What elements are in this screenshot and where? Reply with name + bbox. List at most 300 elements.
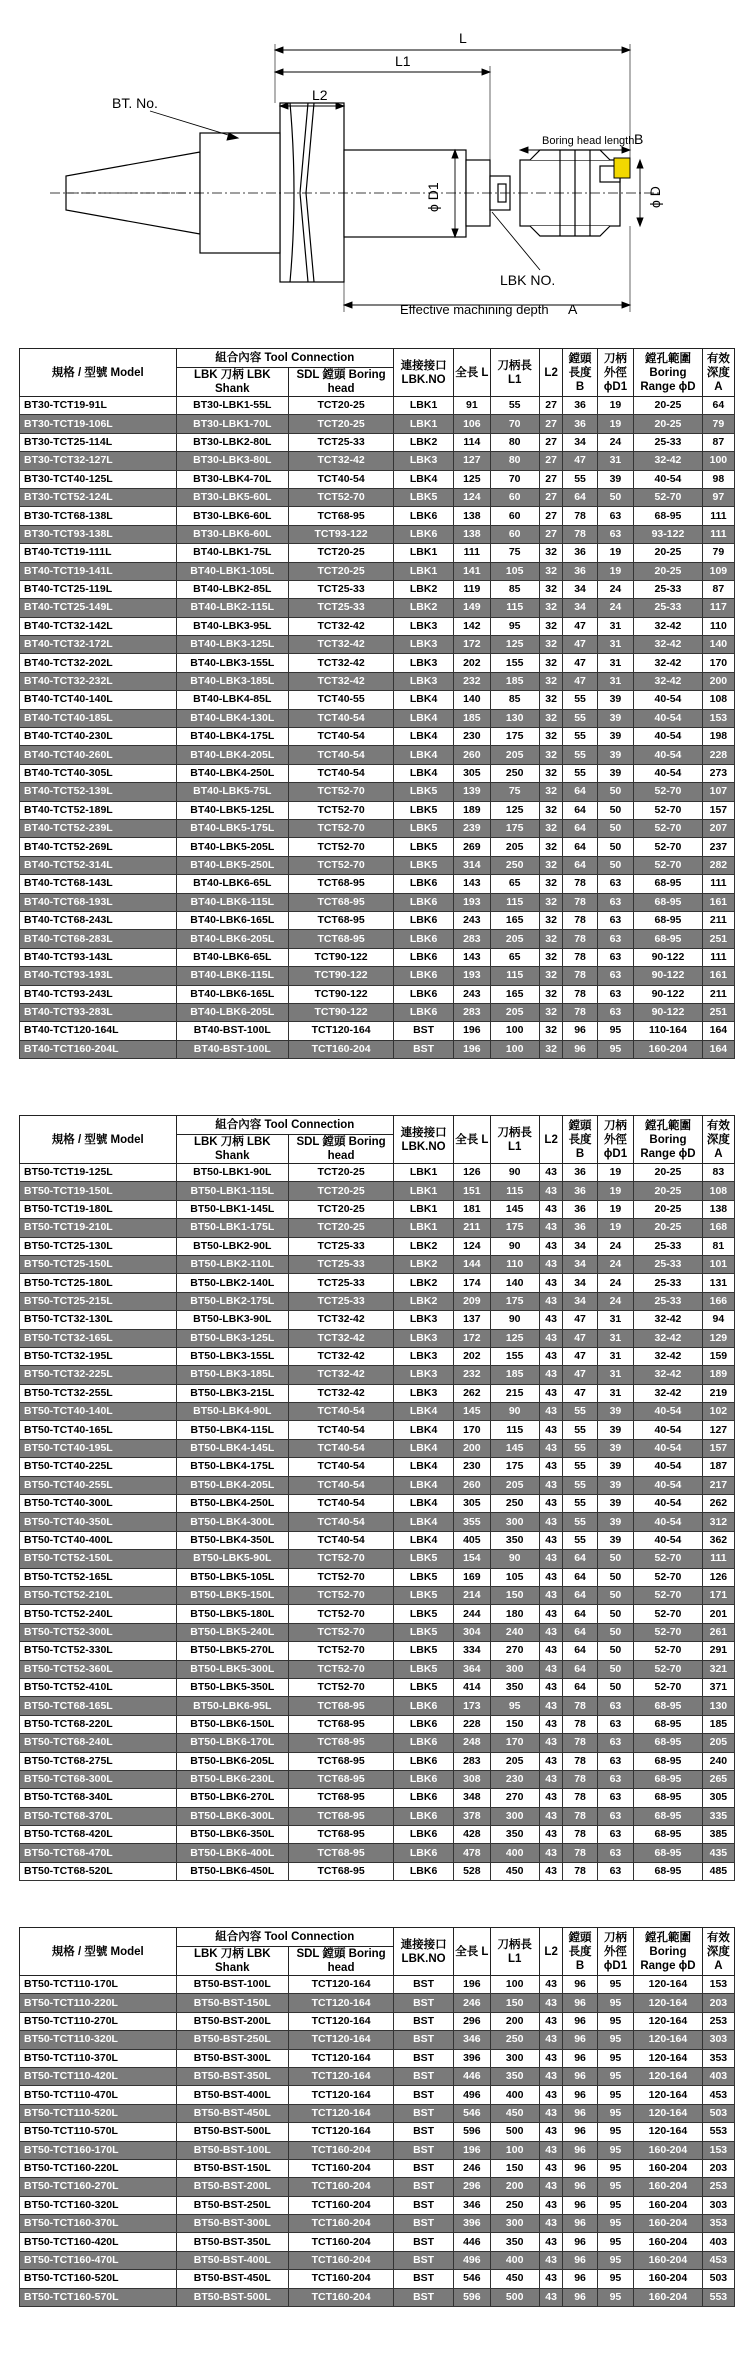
cell-model: BT30-TCT25-114L — [20, 433, 177, 451]
table-row — [20, 1752, 735, 1770]
cell-total-length: 596 — [454, 2123, 490, 2141]
cell-shank-length: 300 — [490, 1660, 539, 1678]
cell-connection: LBK6 — [394, 893, 454, 911]
cell-shank-length: 400 — [490, 2251, 539, 2269]
cell-shank-diameter: 95 — [597, 2288, 633, 2306]
cell-total-length: 596 — [454, 2288, 490, 2306]
cell-sdl-boring-head: TCT20-25 — [289, 1219, 394, 1237]
cell-lbk-shank: BT50-BST-150L — [176, 2159, 289, 2177]
cell-sdl-boring-head: TCT68-95 — [289, 1715, 394, 1733]
cell-sdl-boring-head: TCT120-164 — [289, 1976, 394, 1994]
tool-holder-diagram — [0, 0, 750, 345]
table-row — [20, 415, 735, 433]
cell-lbk-shank: BT40-LBK5-175L — [176, 819, 289, 837]
cell-connection: LBK6 — [394, 967, 454, 985]
cell-boring-range: 120-164 — [634, 2012, 703, 2030]
cell-sdl-boring-head: TCT32-42 — [289, 636, 394, 654]
cell-lbk-shank: BT50-LBK5-270L — [176, 1642, 289, 1660]
cell-total-length: 185 — [454, 709, 490, 727]
cell-lbk-shank: BT40-LBK2-85L — [176, 580, 289, 598]
cell-shank-diameter: 24 — [597, 1274, 633, 1292]
header-tool-connection: 組合內容 Tool Connection — [176, 349, 394, 368]
cell-lbk-shank: BT40-LBK4-85L — [176, 691, 289, 709]
cell-shank-length: 70 — [490, 415, 539, 433]
cell-l2: 32 — [539, 819, 563, 837]
header-l2: L2 — [539, 349, 563, 397]
cell-head-length: 34 — [563, 1274, 597, 1292]
cell-model: BT50-TCT68-240L — [20, 1734, 177, 1752]
cell-head-length: 78 — [563, 1003, 597, 1021]
cell-connection: LBK3 — [394, 1384, 454, 1402]
cell-model: BT50-TCT40-165L — [20, 1421, 177, 1439]
cell-effective-depth: 553 — [702, 2288, 734, 2306]
cell-total-length: 189 — [454, 801, 490, 819]
cell-head-length: 96 — [563, 1022, 597, 1040]
cell-connection: LBK4 — [394, 1495, 454, 1513]
cell-lbk-shank: BT50-LBK5-240L — [176, 1623, 289, 1641]
header-l2: L2 — [539, 1116, 563, 1164]
cell-boring-range: 90-122 — [634, 1003, 703, 1021]
cell-model: BT50-TCT68-370L — [20, 1807, 177, 1825]
cell-effective-depth: 303 — [702, 2031, 734, 2049]
cell-l2: 32 — [539, 948, 563, 966]
cell-total-length: 200 — [454, 1439, 490, 1457]
cell-effective-depth: 87 — [702, 580, 734, 598]
cell-total-length: 283 — [454, 930, 490, 948]
cell-effective-depth: 251 — [702, 930, 734, 948]
cell-boring-range: 52-70 — [634, 856, 703, 874]
cell-lbk-shank: BT50-BST-100L — [176, 1976, 289, 1994]
cell-l2: 32 — [539, 599, 563, 617]
cell-model: BT50-TCT19-150L — [20, 1182, 177, 1200]
cell-connection: LBK3 — [394, 654, 454, 672]
cell-model: BT30-TCT93-138L — [20, 525, 177, 543]
cell-effective-depth: 321 — [702, 1660, 734, 1678]
cell-l2: 43 — [539, 1550, 563, 1568]
cell-l2: 43 — [539, 1586, 563, 1604]
cell-lbk-shank: BT40-LBK5-125L — [176, 801, 289, 819]
cell-l2: 43 — [539, 2012, 563, 2030]
cell-l2: 43 — [539, 1715, 563, 1733]
cell-shank-diameter: 95 — [597, 1994, 633, 2012]
cell-l2: 32 — [539, 911, 563, 929]
cell-head-length: 64 — [563, 1678, 597, 1696]
cell-shank-length: 105 — [490, 562, 539, 580]
cell-head-length: 96 — [563, 2159, 597, 2177]
cell-total-length: 145 — [454, 1403, 490, 1421]
cell-total-length: 546 — [454, 2104, 490, 2122]
cell-total-length: 314 — [454, 856, 490, 874]
cell-shank-length: 125 — [490, 636, 539, 654]
cell-model: BT50-TCT40-255L — [20, 1476, 177, 1494]
cell-sdl-boring-head: TCT32-42 — [289, 1366, 394, 1384]
cell-effective-depth: 127 — [702, 1421, 734, 1439]
table-row — [20, 1274, 735, 1292]
table-row — [20, 1862, 735, 1880]
cell-sdl-boring-head: TCT25-33 — [289, 1255, 394, 1273]
cell-lbk-shank: BT50-LBK6-350L — [176, 1826, 289, 1844]
cell-shank-diameter: 31 — [597, 452, 633, 470]
cell-head-length: 64 — [563, 801, 597, 819]
cell-head-length: 64 — [563, 1568, 597, 1586]
cell-connection: BST — [394, 2067, 454, 2085]
cell-shank-length: 85 — [490, 580, 539, 598]
cell-lbk-shank: BT50-LBK5-105L — [176, 1568, 289, 1586]
cell-head-length: 78 — [563, 930, 597, 948]
cell-total-length: 143 — [454, 948, 490, 966]
cell-l2: 32 — [539, 636, 563, 654]
cell-boring-range: 32-42 — [634, 617, 703, 635]
cell-effective-depth: 265 — [702, 1770, 734, 1788]
cell-boring-range: 160-204 — [634, 2159, 703, 2177]
cell-connection: LBK4 — [394, 470, 454, 488]
cell-total-length: 139 — [454, 783, 490, 801]
cell-total-length: 144 — [454, 1255, 490, 1273]
cell-effective-depth: 111 — [702, 948, 734, 966]
cell-connection: LBK6 — [394, 1003, 454, 1021]
cell-sdl-boring-head: TCT120-164 — [289, 2123, 394, 2141]
cell-lbk-shank: BT40-LBK6-115L — [176, 893, 289, 911]
cell-sdl-boring-head: TCT32-42 — [289, 672, 394, 690]
cell-total-length: 91 — [454, 397, 490, 415]
header-connection: 連接接口 LBK.NO — [394, 349, 454, 397]
cell-lbk-shank: BT30-LBK4-70L — [176, 470, 289, 488]
cell-total-length: 143 — [454, 875, 490, 893]
cell-shank-diameter: 31 — [597, 1384, 633, 1402]
cell-effective-depth: 164 — [702, 1022, 734, 1040]
cell-lbk-shank: BT50-BST-250L — [176, 2031, 289, 2049]
cell-connection: LBK6 — [394, 1770, 454, 1788]
cell-model: BT50-TCT40-350L — [20, 1513, 177, 1531]
cell-model: BT50-TCT40-225L — [20, 1458, 177, 1476]
cell-effective-depth: 251 — [702, 1003, 734, 1021]
cell-lbk-shank: BT30-LBK6-60L — [176, 525, 289, 543]
cell-total-length: 304 — [454, 1623, 490, 1641]
cell-model: BT50-TCT52-300L — [20, 1623, 177, 1641]
cell-sdl-boring-head: TCT68-95 — [289, 911, 394, 929]
cell-lbk-shank: BT30-LBK2-80L — [176, 433, 289, 451]
cell-effective-depth: 211 — [702, 985, 734, 1003]
table-row — [20, 1458, 735, 1476]
cell-head-length: 36 — [563, 1200, 597, 1218]
cell-head-length: 55 — [563, 1403, 597, 1421]
cell-sdl-boring-head: TCT93-122 — [289, 525, 394, 543]
cell-connection: LBK4 — [394, 1458, 454, 1476]
table-row — [20, 654, 735, 672]
table-row — [20, 1003, 735, 1021]
cell-l2: 43 — [539, 1421, 563, 1439]
cell-lbk-shank: BT40-LBK3-95L — [176, 617, 289, 635]
cell-head-length: 47 — [563, 1347, 597, 1365]
header-head-length: 鏜頭 長度 B — [563, 1116, 597, 1164]
table-row — [20, 1734, 735, 1752]
cell-shank-length: 125 — [490, 1329, 539, 1347]
cell-sdl-boring-head: TCT120-164 — [289, 2086, 394, 2104]
cell-l2: 43 — [539, 1623, 563, 1641]
cell-lbk-shank: BT40-BST-100L — [176, 1022, 289, 1040]
table-row — [20, 1531, 735, 1549]
cell-effective-depth: 159 — [702, 1347, 734, 1365]
cell-l2: 43 — [539, 2031, 563, 2049]
cell-effective-depth: 64 — [702, 397, 734, 415]
cell-boring-range: 68-95 — [634, 1697, 703, 1715]
cell-effective-depth: 200 — [702, 672, 734, 690]
header-tool-connection: 組合內容 Tool Connection — [176, 1116, 394, 1135]
cell-effective-depth: 503 — [702, 2270, 734, 2288]
cell-head-length: 96 — [563, 2104, 597, 2122]
cell-shank-diameter: 39 — [597, 470, 633, 488]
cell-connection: LBK6 — [394, 1697, 454, 1715]
table-row — [20, 1311, 735, 1329]
cell-connection: LBK2 — [394, 1237, 454, 1255]
cell-head-length: 78 — [563, 1844, 597, 1862]
label-L1: L1 — [395, 53, 411, 69]
cell-connection: BST — [394, 2159, 454, 2177]
cell-model: BT50-TCT25-215L — [20, 1292, 177, 1310]
cell-sdl-boring-head: TCT32-42 — [289, 452, 394, 470]
cell-boring-range: 160-204 — [634, 1040, 703, 1058]
cell-connection: LBK2 — [394, 580, 454, 598]
cell-shank-diameter: 95 — [597, 2141, 633, 2159]
cell-total-length: 296 — [454, 2178, 490, 2196]
cell-boring-range: 20-25 — [634, 1164, 703, 1182]
header-boring-range: 鏜孔範圍 Boring Range ϕD — [634, 1116, 703, 1164]
table-row — [20, 1994, 735, 2012]
table-row — [20, 801, 735, 819]
cell-effective-depth: 187 — [702, 1458, 734, 1476]
cell-l2: 27 — [539, 452, 563, 470]
table-row — [20, 838, 735, 856]
cell-sdl-boring-head: TCT160-204 — [289, 2159, 394, 2177]
table-row — [20, 1807, 735, 1825]
cell-head-length: 47 — [563, 636, 597, 654]
cell-l2: 43 — [539, 1807, 563, 1825]
cell-l2: 43 — [539, 1495, 563, 1513]
cell-sdl-boring-head: TCT40-54 — [289, 1531, 394, 1549]
cell-model: BT50-TCT110-320L — [20, 2031, 177, 2049]
cell-connection: BST — [394, 1976, 454, 1994]
cell-connection: LBK4 — [394, 691, 454, 709]
cell-shank-diameter: 95 — [597, 2215, 633, 2233]
cell-lbk-shank: BT50-LBK6-270L — [176, 1789, 289, 1807]
cell-connection: LBK6 — [394, 525, 454, 543]
cell-l2: 43 — [539, 2196, 563, 2214]
cell-shank-length: 500 — [490, 2123, 539, 2141]
cell-l2: 43 — [539, 2123, 563, 2141]
cell-model: BT50-TCT110-370L — [20, 2049, 177, 2067]
cell-effective-depth: 109 — [702, 562, 734, 580]
cell-effective-depth: 228 — [702, 746, 734, 764]
cell-lbk-shank: BT40-BST-100L — [176, 1040, 289, 1058]
table-row — [20, 2086, 735, 2104]
cell-connection: BST — [394, 2233, 454, 2251]
cell-head-length: 96 — [563, 2270, 597, 2288]
cell-sdl-boring-head: TCT40-54 — [289, 709, 394, 727]
cell-sdl-boring-head: TCT25-33 — [289, 1237, 394, 1255]
cell-effective-depth: 435 — [702, 1844, 734, 1862]
cell-total-length: 528 — [454, 1862, 490, 1880]
cell-lbk-shank: BT50-LBK4-250L — [176, 1495, 289, 1513]
header-shank-length: 刀柄長 L1 — [490, 1928, 539, 1976]
cell-shank-diameter: 50 — [597, 1586, 633, 1604]
cell-connection: LBK1 — [394, 562, 454, 580]
cell-connection: LBK1 — [394, 1182, 454, 1200]
cell-head-length: 64 — [563, 1550, 597, 1568]
cell-l2: 43 — [539, 1642, 563, 1660]
cell-shank-length: 95 — [490, 1697, 539, 1715]
cell-head-length: 64 — [563, 1623, 597, 1641]
cell-model: BT50-TCT68-340L — [20, 1789, 177, 1807]
cell-l2: 43 — [539, 1311, 563, 1329]
cell-model: BT40-TCT68-283L — [20, 930, 177, 948]
cell-l2: 43 — [539, 2049, 563, 2067]
cell-shank-diameter: 95 — [597, 2251, 633, 2269]
cell-shank-length: 300 — [490, 1807, 539, 1825]
cell-l2: 27 — [539, 415, 563, 433]
label-phi-d: ϕ D — [647, 186, 663, 208]
cell-shank-diameter: 24 — [597, 599, 633, 617]
cell-boring-range: 68-95 — [634, 1807, 703, 1825]
cell-total-length: 126 — [454, 1164, 490, 1182]
cell-model: BT40-TCT52-139L — [20, 783, 177, 801]
cell-shank-length: 100 — [490, 1022, 539, 1040]
cell-effective-depth: 261 — [702, 1623, 734, 1641]
cell-connection: LBK2 — [394, 433, 454, 451]
cell-effective-depth: 138 — [702, 1200, 734, 1218]
cell-lbk-shank: BT50-BST-300L — [176, 2049, 289, 2067]
cell-model: BT40-TCT25-119L — [20, 580, 177, 598]
cell-shank-length: 205 — [490, 930, 539, 948]
cell-shank-diameter: 63 — [597, 1715, 633, 1733]
table-row — [20, 2104, 735, 2122]
cell-connection: LBK6 — [394, 1844, 454, 1862]
cell-shank-diameter: 50 — [597, 1678, 633, 1696]
cell-shank-diameter: 95 — [597, 2104, 633, 2122]
table-row — [20, 1568, 735, 1586]
cell-model: BT50-TCT40-400L — [20, 1531, 177, 1549]
cell-boring-range: 68-95 — [634, 1789, 703, 1807]
cell-shank-length: 100 — [490, 2141, 539, 2159]
cell-shank-length: 175 — [490, 728, 539, 746]
cell-l2: 43 — [539, 1237, 563, 1255]
cell-l2: 32 — [539, 1003, 563, 1021]
cell-l2: 43 — [539, 1384, 563, 1402]
cell-boring-range: 52-70 — [634, 819, 703, 837]
table-row — [20, 2159, 735, 2177]
cell-total-length: 202 — [454, 1347, 490, 1365]
cell-boring-range: 120-164 — [634, 2123, 703, 2141]
cell-head-length: 34 — [563, 1292, 597, 1310]
cell-shank-diameter: 63 — [597, 525, 633, 543]
cell-model: BT40-TCT160-204L — [20, 1040, 177, 1058]
cell-shank-length: 60 — [490, 525, 539, 543]
cell-sdl-boring-head: TCT68-95 — [289, 930, 394, 948]
table-row — [20, 1826, 735, 1844]
cell-lbk-shank: BT40-LBK1-105L — [176, 562, 289, 580]
header-shank-length: 刀柄長 L1 — [490, 349, 539, 397]
table-row — [20, 893, 735, 911]
cell-head-length: 47 — [563, 452, 597, 470]
cell-lbk-shank: BT40-LBK5-205L — [176, 838, 289, 856]
cell-sdl-boring-head: TCT25-33 — [289, 580, 394, 598]
cell-head-length: 47 — [563, 672, 597, 690]
cell-sdl-boring-head: TCT120-164 — [289, 1022, 394, 1040]
cell-shank-length: 250 — [490, 2031, 539, 2049]
cell-shank-diameter: 63 — [597, 930, 633, 948]
cell-shank-diameter: 50 — [597, 1605, 633, 1623]
cell-lbk-shank: BT30-LBK3-80L — [176, 452, 289, 470]
cell-sdl-boring-head: TCT20-25 — [289, 1164, 394, 1182]
cell-shank-length: 350 — [490, 1826, 539, 1844]
cell-head-length: 34 — [563, 580, 597, 598]
cell-shank-diameter: 31 — [597, 636, 633, 654]
cell-model: BT50-TCT68-165L — [20, 1697, 177, 1715]
cell-effective-depth: 207 — [702, 819, 734, 837]
table-row — [20, 783, 735, 801]
cell-lbk-shank: BT50-LBK1-175L — [176, 1219, 289, 1237]
cell-shank-length: 180 — [490, 1605, 539, 1623]
cell-shank-length: 75 — [490, 783, 539, 801]
cell-model: BT50-TCT19-210L — [20, 1219, 177, 1237]
cell-head-length: 64 — [563, 1660, 597, 1678]
table-row — [20, 1660, 735, 1678]
cell-total-length: 346 — [454, 2031, 490, 2049]
cell-connection: LBK4 — [394, 728, 454, 746]
cell-total-length: 141 — [454, 562, 490, 580]
cell-effective-depth: 131 — [702, 1274, 734, 1292]
cell-head-length: 64 — [563, 1642, 597, 1660]
cell-connection: LBK6 — [394, 930, 454, 948]
cell-head-length: 96 — [563, 2141, 597, 2159]
cell-connection: LBK3 — [394, 1329, 454, 1347]
cell-head-length: 96 — [563, 2067, 597, 2085]
table-row — [20, 2012, 735, 2030]
cell-model: BT50-TCT52-410L — [20, 1678, 177, 1696]
cell-head-length: 55 — [563, 728, 597, 746]
cell-connection: BST — [394, 2123, 454, 2141]
cell-shank-diameter: 63 — [597, 1697, 633, 1715]
cell-lbk-shank: BT50-LBK3-155L — [176, 1347, 289, 1365]
header-shank-diameter: 刀柄 外徑 ϕD1 — [597, 1116, 633, 1164]
cell-model: BT40-TCT93-243L — [20, 985, 177, 1003]
cell-head-length: 34 — [563, 433, 597, 451]
table-row — [20, 1040, 735, 1058]
cell-head-length: 47 — [563, 1384, 597, 1402]
cell-lbk-shank: BT30-LBK5-60L — [176, 488, 289, 506]
cell-boring-range: 40-54 — [634, 1495, 703, 1513]
label-L: L — [459, 30, 467, 46]
cell-sdl-boring-head: TCT68-95 — [289, 1862, 394, 1880]
cell-l2: 32 — [539, 654, 563, 672]
cell-model: BT40-TCT40-140L — [20, 691, 177, 709]
label-A: A — [568, 301, 578, 317]
cell-shank-length: 205 — [490, 746, 539, 764]
cell-l2: 43 — [539, 2288, 563, 2306]
cell-head-length: 36 — [563, 562, 597, 580]
cell-total-length: 142 — [454, 617, 490, 635]
cell-boring-range: 52-70 — [634, 488, 703, 506]
cell-shank-diameter: 63 — [597, 1752, 633, 1770]
cell-head-length: 64 — [563, 783, 597, 801]
cell-head-length: 36 — [563, 397, 597, 415]
cell-shank-length: 145 — [490, 1439, 539, 1457]
cell-shank-diameter: 63 — [597, 967, 633, 985]
cell-boring-range: 32-42 — [634, 452, 703, 470]
cell-connection: LBK4 — [394, 709, 454, 727]
cell-head-length: 55 — [563, 1421, 597, 1439]
cell-sdl-boring-head: TCT160-204 — [289, 2196, 394, 2214]
cell-l2: 32 — [539, 691, 563, 709]
